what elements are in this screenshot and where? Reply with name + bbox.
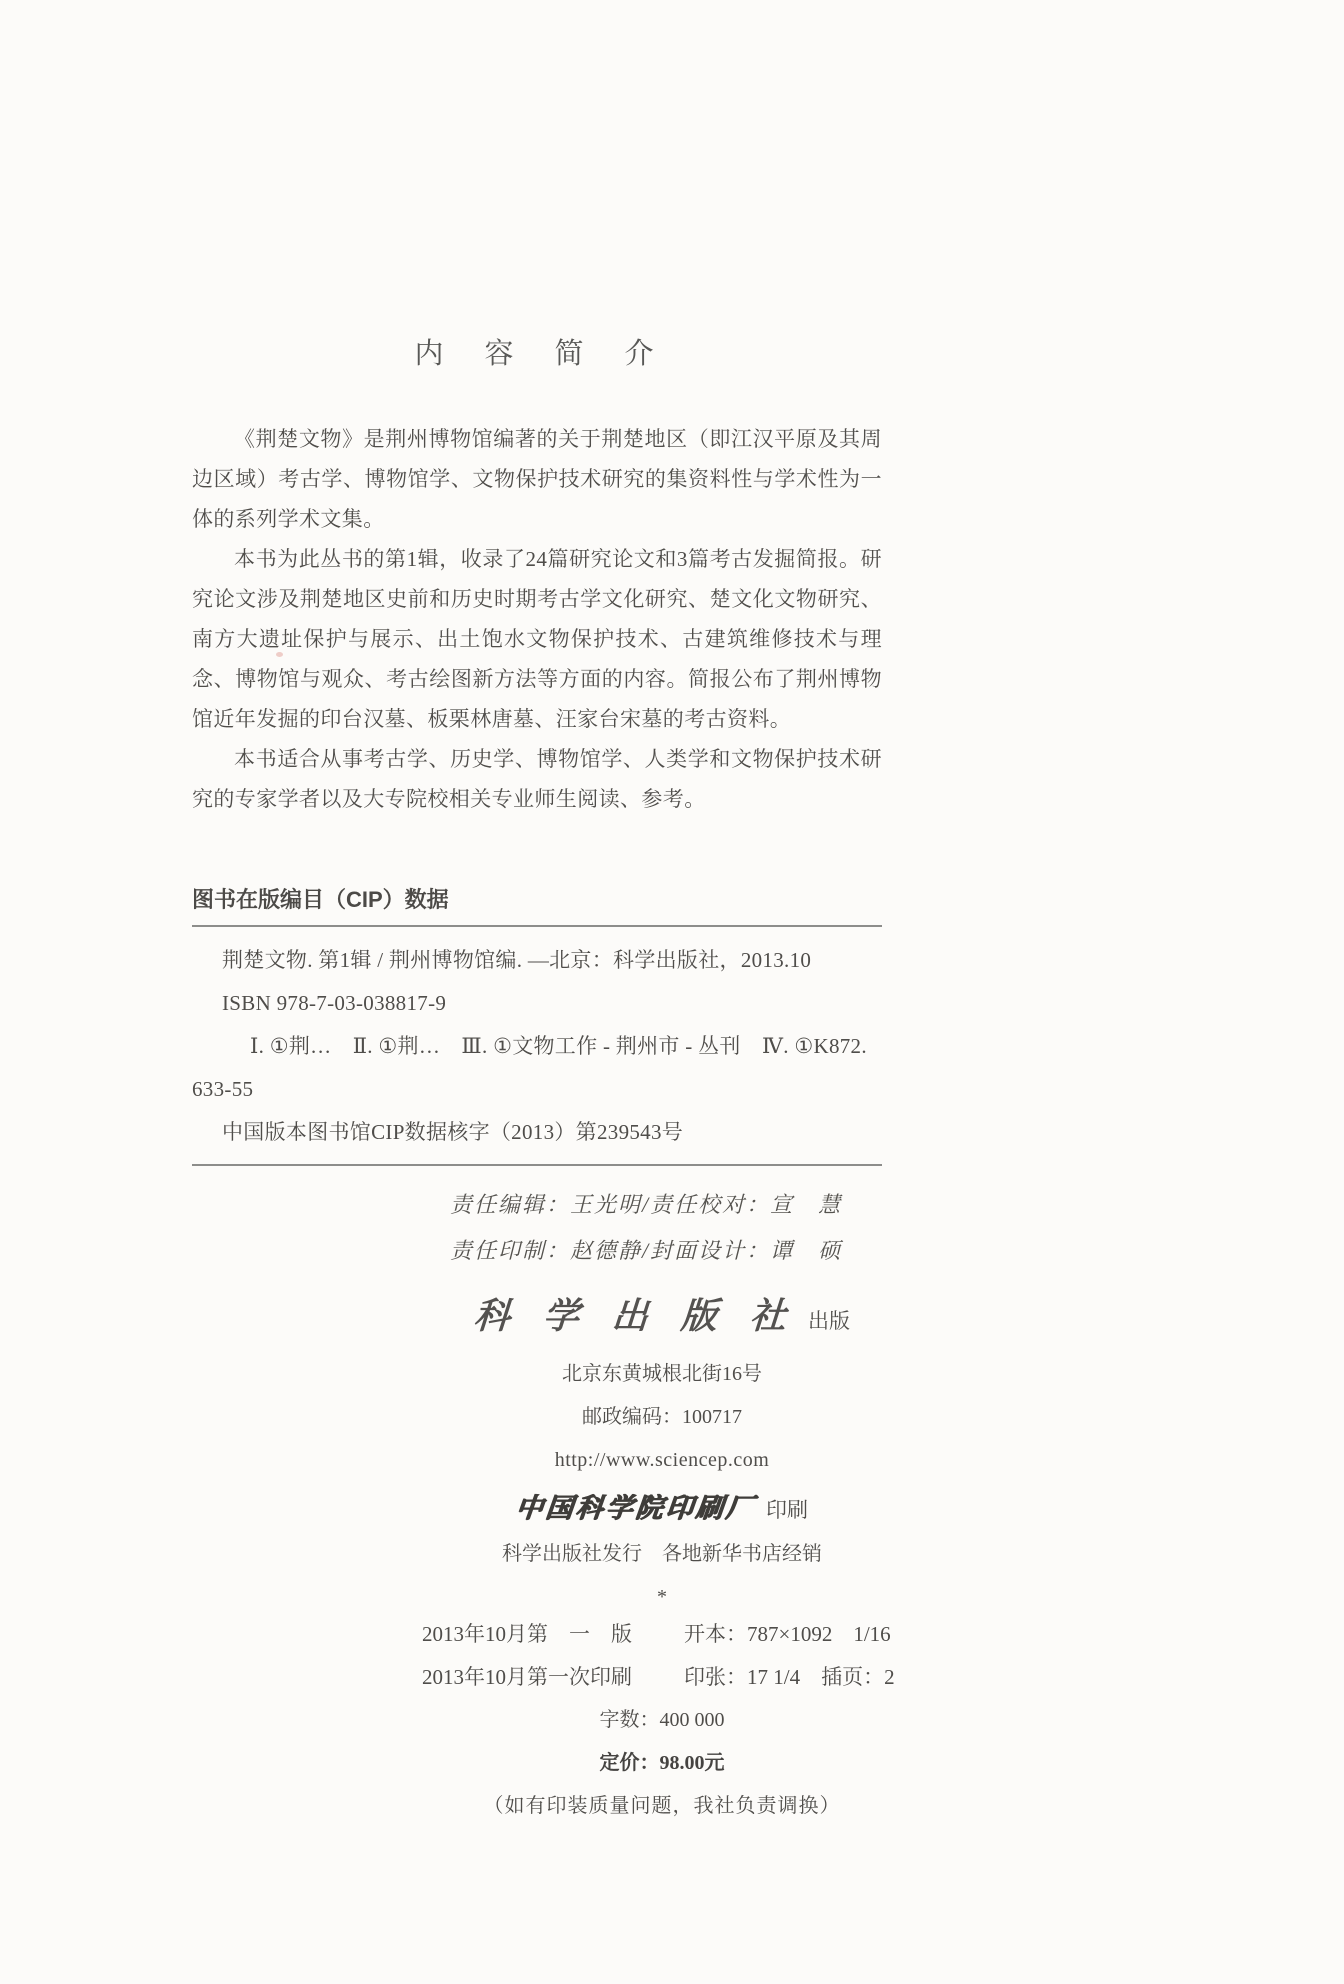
- colophon-section: [412, 1294, 912, 1821]
- cip-registry-line: 中国版本图书馆CIP数据核字（2013）第239543号: [222, 1120, 684, 1144]
- cip-record-line: 荆楚文物. 第1辑 / 荆州博物馆编. —北京：科学出版社，2013.10: [222, 948, 812, 972]
- credits-section: [450, 1182, 882, 1274]
- credits-editors-line: 责任编辑：王光明/责任校对：宣 慧: [450, 1192, 843, 1217]
- cip-classification-line: Ⅰ. ①荆… Ⅱ. ①荆… Ⅲ. ①文物工作 - 荆州市 - 丛刊 Ⅳ. ①K872.: [250, 1034, 867, 1058]
- intro-paragraph-2: 本书为此丛书的第1辑，收录了24篇研究论文和3篇考古发掘简报。研究论文涉及荆楚地区史前和历史时期考古学文化研究、楚文化文物研究、南方大遗址保护与展示、出土饱水文物保护技术、古建筑维修技术与理念、博物馆与观众、考古绘图新方法等方面的内容。简报公布了荆州博物馆近年发掘的印台汉墓、板栗林唐墓、汪家台宋墓的考古资料。: [192, 547, 882, 731]
- cip-classification-continued: 633-55: [192, 1077, 254, 1101]
- cip-heading: 图书在版编目（CIP）数据: [192, 879, 882, 927]
- separator-star: *: [657, 1586, 667, 1608]
- format-spec: 开本：787×1092 1/16: [684, 1622, 891, 1646]
- price: 定价：98.00元: [599, 1752, 725, 1774]
- cip-bottom-rule: [192, 1164, 882, 1166]
- cip-body: [192, 927, 882, 1154]
- postal-code: 邮政编码：100717: [582, 1406, 742, 1428]
- quality-note: （如有印装质量问题，我社负责调换）: [483, 1795, 841, 1817]
- publisher-address: 北京东黄城根北街16号: [562, 1363, 762, 1385]
- section-title: 内 容 简 介: [414, 338, 660, 370]
- publisher-line: [412, 1294, 912, 1344]
- credits-printing-line: 责任印制：赵德静/封面设计：谭 硕: [450, 1238, 843, 1263]
- printer-logo: 中国科学院印刷厂: [514, 1493, 758, 1523]
- cip-isbn-line: ISBN 978-7-03-038817-9: [222, 991, 447, 1015]
- publisher-website: http://www.sciencep.com: [554, 1449, 770, 1471]
- edition-date: 2013年10月第 一 版: [422, 1622, 632, 1646]
- edition-row-1: [412, 1620, 912, 1649]
- printing-date: 2013年10月第一次印刷: [422, 1665, 632, 1689]
- printer-suffix: 印刷: [766, 1498, 808, 1522]
- distribution-line: 科学出版社发行 各地新华书店经销: [502, 1543, 822, 1565]
- sheets-spec: 印张：17 1/4 插页：2: [684, 1665, 895, 1689]
- intro-paragraph-1: 《荆楚文物》是荆州博物馆编著的关于荆楚地区（即江汉平原及其周边区域）考古学、博物馆学、文物保护技术研究的集资料性与学术性为一体的系列学术文集。: [192, 427, 882, 531]
- edition-row-2: [412, 1663, 912, 1692]
- word-count: 字数：400 000: [599, 1709, 725, 1731]
- intro-section: [192, 419, 882, 819]
- publisher-logo: 科 学 出 版 社: [472, 1296, 800, 1336]
- cip-data-section: [192, 879, 882, 1166]
- intro-paragraph-3: 本书适合从事考古学、历史学、博物馆学、人类学和文物保护技术研究的专家学者以及大专院校相关专业师生阅读、参考。: [192, 747, 882, 811]
- printer-line: [412, 1489, 912, 1530]
- publisher-suffix: 出版: [808, 1309, 850, 1333]
